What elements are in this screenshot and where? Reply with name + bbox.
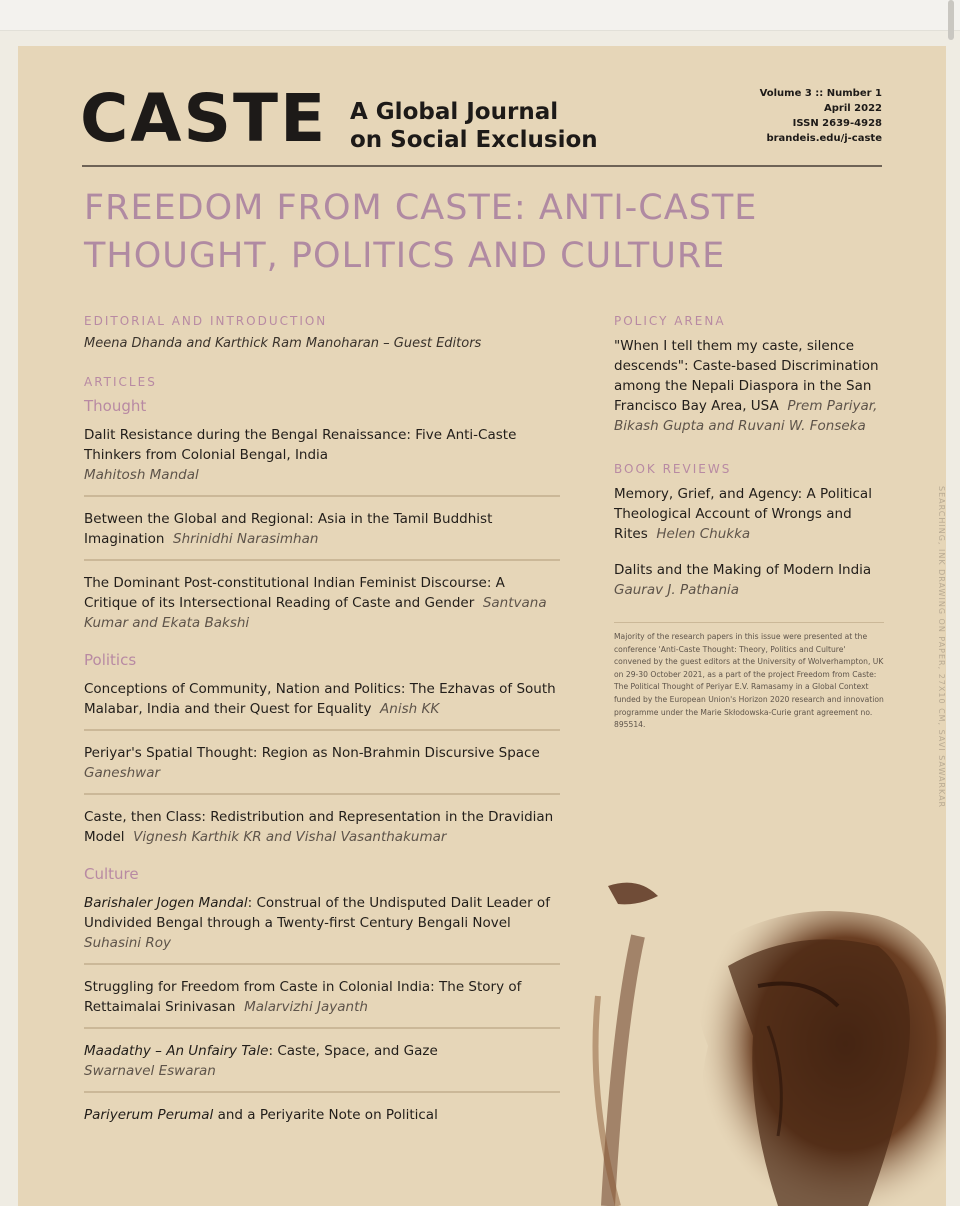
- article-title: Periyar's Spatial Thought: Region as Non-Brahmin Discursive Space: [84, 745, 540, 761]
- review-title: Memory, Grief, and Agency: A Political Theological Account of Wrongs and Rites: [614, 486, 872, 542]
- review-entry[interactable]: [614, 560, 884, 600]
- article-entry[interactable]: [84, 505, 560, 561]
- article-author: Malarvizhi Jayanth: [244, 999, 368, 1015]
- article-entry[interactable]: [84, 1037, 560, 1093]
- right-column: [614, 314, 884, 732]
- header-divider: [82, 165, 882, 167]
- issue-title-line-2: THOUGHT, POLITICS AND CULTURE: [84, 236, 726, 276]
- article-title: Caste, then Class: Redistribution and Representation in the Dravidian Model: [84, 809, 554, 845]
- article-author: Santvana Kumar and Ekata Bakshi: [84, 595, 547, 631]
- article-title-italic: Pariyerum Perumal: [84, 1107, 214, 1123]
- articles-heading: ARTICLES: [84, 375, 157, 389]
- section-politics: Politics: [84, 651, 137, 669]
- review-entry[interactable]: [614, 484, 884, 544]
- issue-date: April 2022: [824, 103, 882, 114]
- subtitle-line-2: on Social Exclusion: [350, 127, 598, 153]
- article-entry[interactable]: [84, 739, 560, 795]
- issue-volume: Volume 3 :: Number 1: [759, 88, 882, 99]
- artwork-credit: SEARCHING, INK DRAWING ON PAPER, 27X10 CM, SAVI SAWARKAR: [937, 486, 946, 809]
- article-entry[interactable]: [84, 803, 560, 857]
- subtitle-line-1: A Global Journal: [350, 99, 559, 125]
- review-author: Gaurav J. Pathania: [614, 582, 740, 598]
- editorial-heading: EDITORIAL AND INTRODUCTION: [84, 314, 328, 328]
- journal-logo: CASTE: [80, 80, 328, 157]
- journal-cover: [18, 46, 946, 1206]
- article-title: Conceptions of Community, Nation and Politics: The Ezhavas of South Malabar, India and their Quest for Equality: [84, 681, 556, 717]
- article-author: Vignesh Karthik KR and Vishal Vasanthakumar: [133, 829, 447, 845]
- left-column: [84, 314, 560, 1143]
- article-entry[interactable]: [84, 1101, 560, 1135]
- article-entry[interactable]: [84, 889, 560, 965]
- policy-author: Prem Pariyar, Bikash Gupta and Ruvani W. Fonseka: [614, 398, 878, 434]
- journal-subtitle: [350, 98, 598, 154]
- article-title: Between the Global and Regional: Asia in the Tamil Buddhist Imagination: [84, 511, 493, 547]
- article-title: and a Periyarite Note on Political: [213, 1107, 438, 1123]
- conference-note: Majority of the research papers in this issue were presented at the conference 'Anti-Caste Thought: Theory, Politics and Culture' convened by the guest editors at the University of Wolverhampton, UK on 29-30 October 2021, as a part of the project Freedom from Caste: The Political Thought of Periyar E.V. Ramasamy in a Global Context funded by the European Union's Horizon 2020 research and innovation programme under the Marie Skłodowska-Curie grant agreement no. 895514.: [614, 622, 884, 732]
- section-culture: Culture: [84, 865, 139, 883]
- article-author: Shrinidhi Narasimhan: [173, 531, 319, 547]
- policy-entry[interactable]: [614, 336, 884, 436]
- article-title: Dalit Resistance during the Bengal Renaissance: Five Anti-Caste Thinkers from Colonial Bengal, India: [84, 427, 517, 463]
- review-title: Dalits and the Making of Modern India: [614, 562, 872, 578]
- article-entry[interactable]: [84, 675, 560, 731]
- review-author: Helen Chukka: [656, 526, 751, 542]
- article-title-italic: Barishaler Jogen Mandal: [84, 895, 248, 911]
- scrollbar-thumb[interactable]: [948, 0, 954, 40]
- article-title: Struggling for Freedom from Caste in Colonial India: The Story of Rettaimalai Srinivasan: [84, 979, 522, 1015]
- article-entry[interactable]: [84, 421, 560, 497]
- article-entry[interactable]: [84, 973, 560, 1029]
- section-thought: Thought: [84, 397, 147, 415]
- issue-title: [84, 184, 894, 280]
- article-author: Anish KK: [380, 701, 440, 717]
- guest-editors: Meena Dhanda and Karthick Ram Manoharan – Guest Editors: [84, 336, 482, 351]
- issue-url[interactable]: brandeis.edu/j-caste: [766, 133, 882, 144]
- issue-info: [760, 86, 882, 146]
- article-author: Swarnavel Eswaran: [84, 1063, 216, 1079]
- article-entry[interactable]: [84, 569, 560, 643]
- article-title: : Caste, Space, and Gaze: [268, 1043, 438, 1059]
- article-author: Ganeshwar: [84, 765, 161, 781]
- policy-heading: POLICY ARENA: [614, 314, 726, 328]
- policy-title: "When I tell them my caste, silence descends": Caste-based Discrimination among the Nepali Diaspora in the San Francisco Bay Area, USA: [614, 338, 879, 414]
- article-author: Suhasini Roy: [84, 935, 171, 951]
- article-title: The Dominant Post-constitutional Indian Feminist Discourse: A Critique of its Intersectional Reading of Caste and Gender: [84, 575, 505, 611]
- ink-drawing-artwork: [578, 876, 946, 1206]
- article-author: Mahitosh Mandal: [84, 467, 199, 483]
- article-title-italic: Maadathy – An Unfairy Tale: [84, 1043, 269, 1059]
- top-bar: [0, 0, 960, 31]
- issue-issn: ISSN 2639-4928: [792, 118, 882, 129]
- reviews-heading: BOOK REVIEWS: [614, 462, 732, 476]
- issue-title-line-1: FREEDOM FROM CASTE: ANTI-CASTE: [84, 188, 758, 228]
- article-title: : Construal of the Undisputed Dalit Leader of Undivided Bengal through a Twenty-first Century Bengali Novel: [84, 895, 550, 931]
